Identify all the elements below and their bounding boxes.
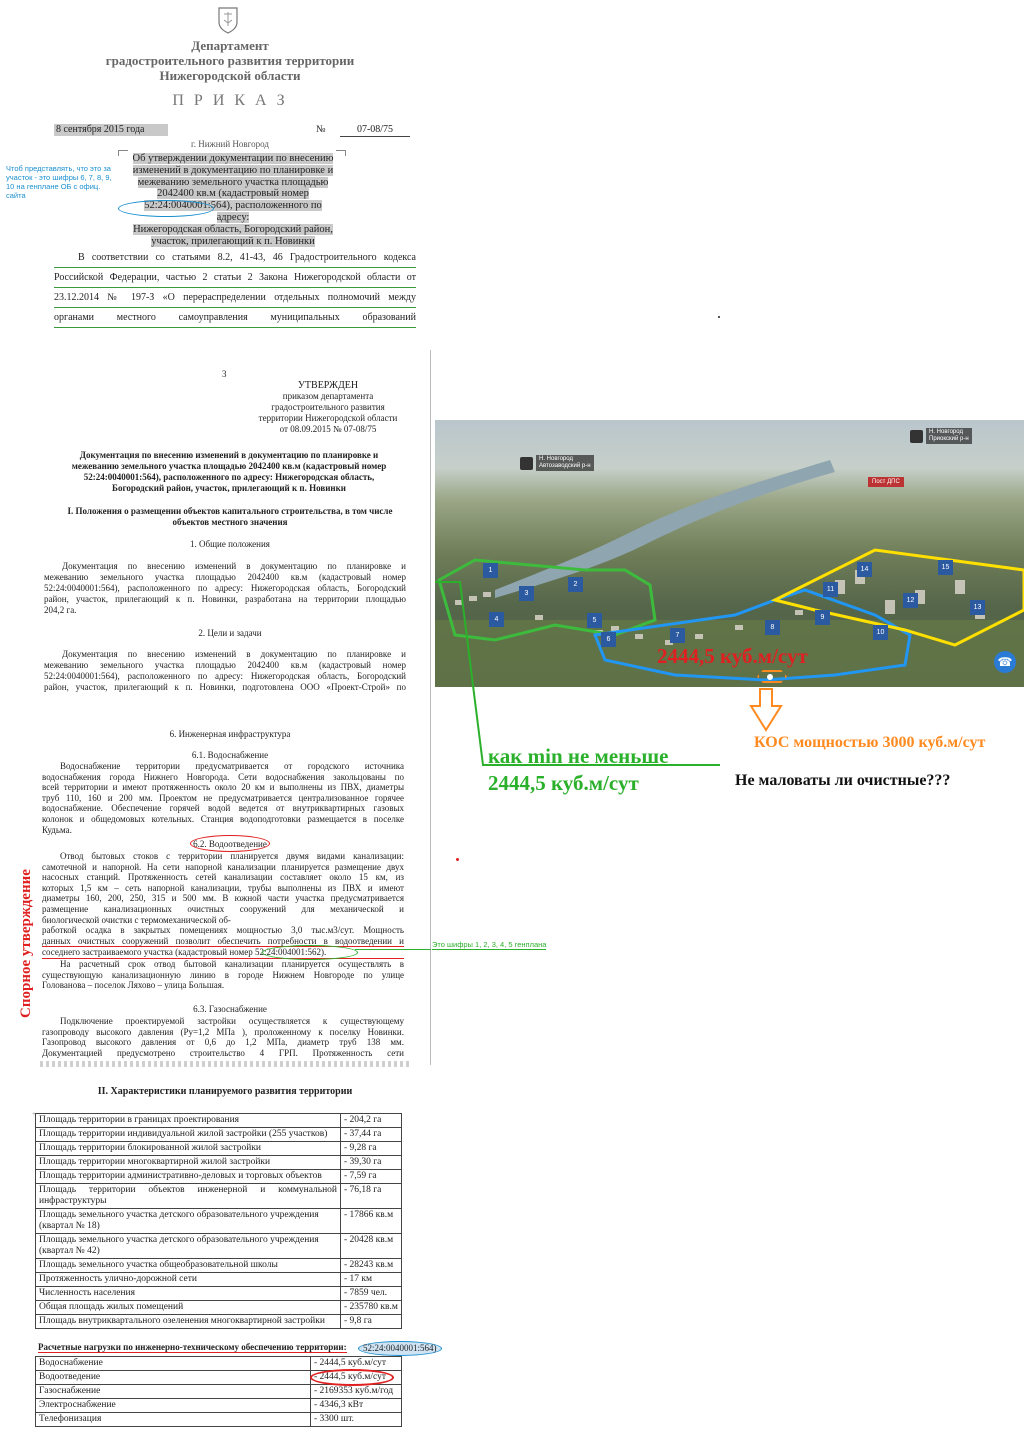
table-row [36,1128,402,1142]
table-row [36,1209,402,1234]
para-line: водоснабжения города Нижнего Новгорода. Сети водоснабжения закольцованы по [42,771,404,782]
water-supply-para [42,761,404,835]
section-1-line: объектов местного значения [172,517,288,527]
row-value: - 20428 кв.м [341,1234,402,1259]
para-line: самотечной и напорной. На сети напорной канализации планируется размещение двух [42,861,404,872]
para-line: соседнего застраиваемого участка (кадастровый номер 52:24:004001:562). [42,947,404,959]
question-note: Не маловаты ли очистные??? [735,772,951,789]
row-value: - 28243 кв.м [341,1259,402,1273]
row-label: Численность населения [36,1287,341,1301]
para-line: район, участок, прилегающий к п. Новинки, подготовлена ООО «Проект-Строй» по [44,682,406,692]
map-marker[interactable]: 14 [857,562,872,577]
load-value: - 4346,3 кВт [311,1399,402,1413]
para-line: водоснабжение. Обеспечение горячей водой ведется от внутриквартирных газовых [42,803,404,814]
table-title: II. Характеристики планируемого развития территории [97,1086,353,1097]
map-marker[interactable]: 15 [938,560,953,575]
table-row [36,1142,402,1156]
sewerage-para [42,851,404,991]
row-value: - 17866 кв.м [341,1209,402,1234]
para-line: Отвод бытовых стоков с территории планируется двумя видами канализации: [60,851,404,861]
para-line: Документация по внесению изменений в документацию по планировке и [62,561,406,571]
load-label: Электроснабжение [36,1399,311,1413]
loads-table [35,1356,402,1427]
green-big-note [488,743,668,797]
loads-cadastral: 52:24:0040001:564) [358,1341,442,1356]
city-icon [520,457,533,470]
green-small-note: Это шифры 1, 2, 3, 4, 5 генплана [432,940,547,949]
para-line: межеванию земельного участка площадью 2042400 кв.м (кадастровый номер [44,572,406,582]
load-value: - 2169353 куб.м/год [311,1385,402,1399]
characteristics-table [35,1113,402,1329]
table-row [36,1170,402,1184]
row-value: - 204,2 га [341,1114,402,1128]
body-line: органами местного самоуправления муниципальных образований [54,308,416,328]
map-marker[interactable]: 2 [568,577,583,592]
load-value: - 3300 шт. [311,1413,402,1427]
doc-title-line: Документация по внесению изменений в документацию по планировке и [79,450,379,460]
para-line: 52:24:0040001:564), расположенного по адресу: Нижегородская область, Богородский [44,583,406,593]
sewerage-title: 6.2. Водоотведение [193,839,267,849]
sub-goals: 2. Цели и задачи [198,628,262,638]
map-marker[interactable]: 12 [903,593,918,608]
map-marker[interactable]: 6 [601,632,616,647]
order-num-sign: № [316,124,326,135]
table-row [36,1315,402,1329]
order-city: г. Нижний Новгород [191,139,269,149]
map-label-line: Приокский р-н [929,436,969,442]
title-line: участок, прилегающий к п. Новинки [151,235,315,247]
table-row [36,1273,402,1287]
masterplan-map [435,420,1024,687]
coat-of-arms-icon [217,6,239,34]
approved-line: территории Нижегородской области [258,413,398,423]
para-line: Подключение проектируемой застройки осуществляется к существующему [60,1016,404,1026]
order-number: 07-08/75 [340,124,410,137]
doc-title-line: Богородский район, участок, прилегающий к п. Новинки [112,483,346,493]
row-label: Площадь территории административно-деловых и торговых объектов [36,1170,341,1184]
para-line: Кудьма. [42,824,72,835]
para-line: всей территории и имеют протяженность около 20 км и выполнены из ПВХ, диаметры [42,782,404,793]
row-label: Площадь внутриквартального озеленения многоквартирной застройки [36,1315,341,1329]
body-line: В соответствии со статьями 8.2, 41-43, 46 Градостроительного кодекса [54,248,416,268]
map-label-line: Н. Новгород [539,456,573,462]
load-label: Водоснабжение [36,1357,311,1371]
sewerage-red-ellipse [190,835,270,852]
para-line: насосных станций. Протяженность сетей канализации составляет около 15 км, из [42,872,404,883]
para-line: район, участок, прилегающий к п. Новинки, разработана на территории площадью [44,594,406,604]
para-line: биологической очистки с термомеханической об- [42,914,231,925]
treatment-marker [757,670,787,683]
title-line: 52:24:0040001:564), расположенного по адресу: [144,200,322,223]
row-label: Площадь земельного участка общеобразовательной школы [36,1259,341,1273]
para-line: Голованова – поселок Ляхово – улица Большая. [42,980,225,991]
load-value: - 2444,5 куб.м/сут [311,1371,402,1385]
row-label: Площадь земельного участка детского образовательного учреждения (квартал № 18) [36,1209,341,1234]
page-divider [430,350,431,1065]
row-value: - 235780 кв.м [341,1301,402,1315]
orange-note: КОС мощностью 3000 куб.м/сут [754,734,986,751]
map-marker[interactable]: 9 [815,610,830,625]
gas-para [42,1016,404,1058]
approved-line: от 08.09.2015 № 07-08/75 [279,424,377,434]
map-marker[interactable]: 13 [970,600,985,615]
para-line: размещение канализационных очистных сооружений для механической и [42,903,404,914]
title-line: Нижегородская область, Богородский район, [133,223,333,235]
body-line: 23.12.2014 № 197-З «О перераспределении отдельных полномочий между [54,288,416,308]
dept-header [90,38,370,83]
order-body [54,248,416,328]
map-label-right [910,428,972,444]
row-value: - 9,8 га [341,1315,402,1329]
table-row [36,1399,402,1413]
para-line: газопроводу высокого давления (Ру=1,2 МПа ), проложенному к поселку Новинки. [42,1026,404,1037]
table-row [36,1413,402,1427]
map-label-line: Автозаводский р-н [539,463,591,469]
map-label-left [520,455,594,471]
row-label: Площадь территории индивидуальной жилой застройки (255 участков) [36,1128,341,1142]
para-line: Водоснабжение территории предусматривается от городского источника [60,761,404,771]
map-marker[interactable]: 3 [519,586,534,601]
map-marker[interactable]: 7 [670,628,685,643]
para-line: На расчетный срок отвод бытовой канализации планируется осуществлять в [60,958,404,969]
title-line: изменений в документацию по планировке и [132,164,334,176]
map-marker[interactable]: 8 [765,620,780,635]
green-big-line: 2444,5 куб.м/сут [488,771,639,795]
map-marker[interactable]: 4 [489,612,504,627]
para-general [44,561,406,616]
phone-icon[interactable]: ☎ [994,651,1016,673]
sub-general: 1. Общие положения [190,539,270,549]
table-row [36,1184,402,1209]
title-line: 2042400 кв.м (кадастровый номер [157,188,309,200]
row-label: Протяженность улично-дорожной сети [36,1273,341,1287]
table-row [36,1259,402,1273]
table-row [36,1385,402,1399]
para-line: межеванию земельного участка площадью 2042400 кв.м (кадастровый номер [44,660,406,670]
map-marker[interactable]: 11 [823,582,838,597]
doc-title [44,450,414,494]
para-line: 204,2 га. [44,605,77,615]
row-label: Площадь территории блокированной жилой застройки [36,1142,341,1156]
para-line: Документация по внесению изменений в документацию по планировке и [62,649,406,659]
side-note-blue: Чтоб представлять, что это за участок - это шифры 6, 7, 8, 9, 10 на генплане ОБ с офиц. сайта [6,164,112,200]
load-value: - 2444,5 куб.м/сут [311,1357,402,1371]
map-label-line: Н. Новгород [929,429,963,435]
para-line: работкой осадка в закрытых помещениях мощностью 3,0 тыс.м3/сут. Мощность [42,925,404,936]
para-line: колонок и общедомовых котельных. Станция водоподготовки размещается в поселке [42,813,404,824]
dept-line: Департамент [191,38,269,53]
row-value: - 37,44 га [341,1128,402,1142]
para-line: труб 110, 160 и 200 мм. Проектом не предусматривается централизованное горячее [42,792,404,803]
page-number: 3 [222,369,227,379]
para-line: Документацией предусмотрено строительство 4 ГРП. Протяженность сети [42,1047,404,1058]
cadastral-ellipse [118,200,214,217]
row-label: Площадь земельного участка детского образовательного учреждения (квартал № 42) [36,1234,341,1259]
row-label: Площадь территории в границах проектирования [36,1114,341,1128]
green-big-line: как min не меньше [488,744,669,768]
map-marker[interactable]: 1 [483,563,498,578]
row-label: Общая площадь жилых помещений [36,1301,341,1315]
para-line: данных очистных сооружений позволит обеспечить потребности в водоотведении и [42,935,404,946]
loads-title-text: Расчетные нагрузки по инженерно-техническому обеспечению территории: [38,1342,347,1352]
approved-line: градостроительного развития [271,402,385,412]
para-line: 52:24:0040001:564), расположенного по адресу: Нижегородская область, Богородский [44,671,406,681]
infra-title: 6. Инженерная инфраструктура [169,729,291,739]
para-line: диаметры 160, 200, 250, 315 и 500 мм. В южной части участка предусматривается [42,893,404,904]
map-marker[interactable]: 10 [873,625,888,640]
row-value: - 17 км [341,1273,402,1287]
dept-line: Нижегородской области [159,68,301,83]
dept-line: градостроительного развития территории [105,53,355,68]
table-row [36,1156,402,1170]
map-red-capacity: 2444,5 куб.м/сут [657,644,808,668]
cadastral-green-ellipse [262,945,358,960]
row-label: Площадь территории объектов инженерной и коммунальной инфраструктуры [36,1184,341,1209]
title-line: межеванию земельного участка площадью [137,176,329,188]
doc-title-line: межеванию земельного участка площадью 2042400 кв.м (кадастровый номер [71,461,387,471]
disputed-claim-vertical: Спорное утверждение [18,869,34,1018]
city-icon [910,430,923,443]
gas-title: 6.3. Газоснабжение [193,1004,267,1014]
table-row [36,1114,402,1128]
row-value: - 9,28 га [341,1142,402,1156]
order-date: 8 сентября 2015 года [54,124,168,136]
loads-title [38,1342,347,1353]
map-marker[interactable]: 5 [587,613,602,628]
para-line: Газопровод высокого давления от 0,6 до 1,2 МПа, диаметр труб 138 мм. [42,1037,404,1048]
row-label: Площадь территории многоквартирной жилой застройки [36,1156,341,1170]
body-line: Российской Федерации, частью 2 статьи 2 Закона Нижегородской области от [54,268,416,288]
table-row [36,1287,402,1301]
water-supply-title: 6.1. Водоснабжение [191,750,269,760]
title-line: Об утверждении документации по внесению [132,153,334,164]
prikaz-title: П Р И К А З [172,92,288,109]
row-value: - 7859 чел. [341,1287,402,1301]
load-label: Телефонизация [36,1413,311,1427]
doc-title-line: 52:24:0040001:564), расположенного по адресу: Нижегородская область, [83,472,375,482]
sewerage-load-ellipse [310,1369,394,1386]
load-label: Водоотведение [36,1371,311,1385]
row-value: - 39,30 га [341,1156,402,1170]
para-line: которых 1,5 км – сеть напорной канализации, трубы выполнены из ПВХ и имеют [42,882,404,893]
row-value: - 76,18 га [341,1184,402,1209]
table-row [36,1234,402,1259]
para-line: существующую канализационную линию в городе Нижнем Новгороде по улице [42,969,404,980]
section-1-title [30,506,430,528]
row-value: - 7,59 га [341,1170,402,1184]
load-label: Газоснабжение [36,1385,311,1399]
para-goals [44,649,406,693]
approved-block [238,380,418,435]
section-1-line: I. Положения о размещении объектов капитального строительства, в том числе [67,506,393,516]
approved-line: УТВЕРЖДЕН [297,380,359,391]
table-row [36,1301,402,1315]
approved-line: приказом департамента [282,391,374,401]
traffic-post-label: Пост ДПС [868,477,904,487]
